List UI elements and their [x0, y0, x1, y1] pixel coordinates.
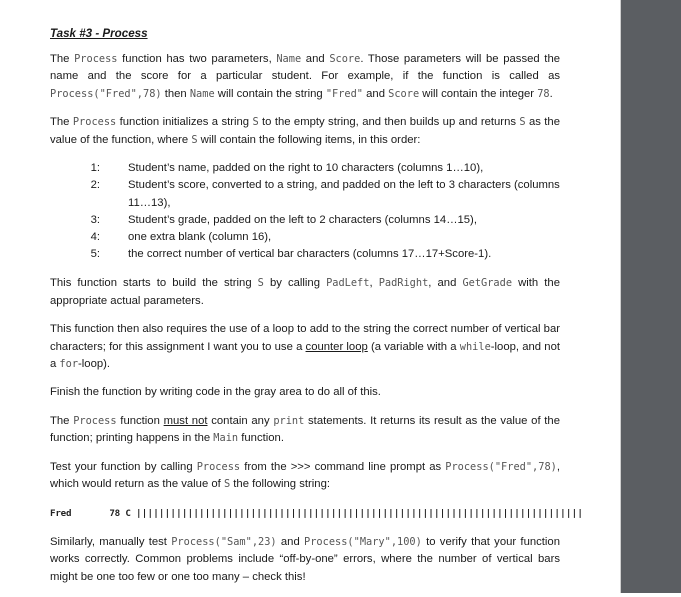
- list-item: 3: Student’s grade, padded on the left to 2 characters (columns 14…15),: [90, 213, 477, 226]
- list-item: 4: one extra blank (column 16),: [90, 231, 272, 244]
- finish-paragraph: Finish the function by writing code in the gray area to do all of this.: [50, 386, 381, 399]
- list-item: 1: Student’s name, padded on the right to 10 characters (columns 1…10),: [90, 162, 484, 175]
- loop-paragraph: This function then also requires the use of a loop to add to the string the correct number of vertical bar characters; for this assignment I want you to use a counter loop (a variable with a while-loop, and not a for-loop).: [50, 323, 560, 370]
- intro-paragraph: The Process function has two parameters, Name and Score. Those parameters will be passed the name and the score for a particular student. For example, if the function is called as Process("Fred",78) then Name will contain the string "Fred" and Score will contain the integer 78.: [50, 53, 561, 100]
- items-list: [50, 160, 560, 263]
- document-content: [50, 25, 584, 597]
- starts-paragraph: This function starts to build the string S by calling PadLeft, PadRight, and GetGrade with the appropriate actual parameters.: [50, 277, 560, 307]
- output-score-grade: 78 C: [109, 507, 131, 519]
- list-item: 2: Student’s score, converted to a string, and padded on the left to 3 characters (columns 11…13),: [90, 179, 560, 209]
- task-title: Task #3 - Process: [50, 27, 148, 40]
- counter-loop-term: counter loop: [305, 340, 368, 353]
- list-item: 5: the correct number of vertical bar characters (columns 17…17+Score-1).: [90, 248, 492, 261]
- similarly-paragraph: Similarly, manually test Process("Sam",23) and Process("Mary",100) to verify that your function works correctly. Common problems include “off-by-one” errors, where the number of vertical bars might be one too few or one too many – check this!: [50, 536, 560, 583]
- builds-paragraph: The Process function initializes a string S to the empty string, and then builds up and returns S as the value of the function, where S will contain the following items, in this order:: [50, 116, 560, 146]
- window-gutter: [621, 0, 681, 593]
- output-bars: ||||||||||||||||||||||||||||||||||||||||||||||||||||||||||||||||||||||||||||||: [136, 507, 584, 519]
- must-not-term: must not: [163, 415, 208, 428]
- example-output: [50, 505, 584, 522]
- output-name: Fred: [50, 507, 72, 519]
- test-paragraph: Test your function by calling Process from the >>> command line prompt as Process("Fred",78), which would return as the value of S the following string:: [50, 461, 560, 491]
- noprint-paragraph: The Process function must not contain any print statements. It returns its result as the value of the function; printing happens in the Main function.: [50, 415, 560, 445]
